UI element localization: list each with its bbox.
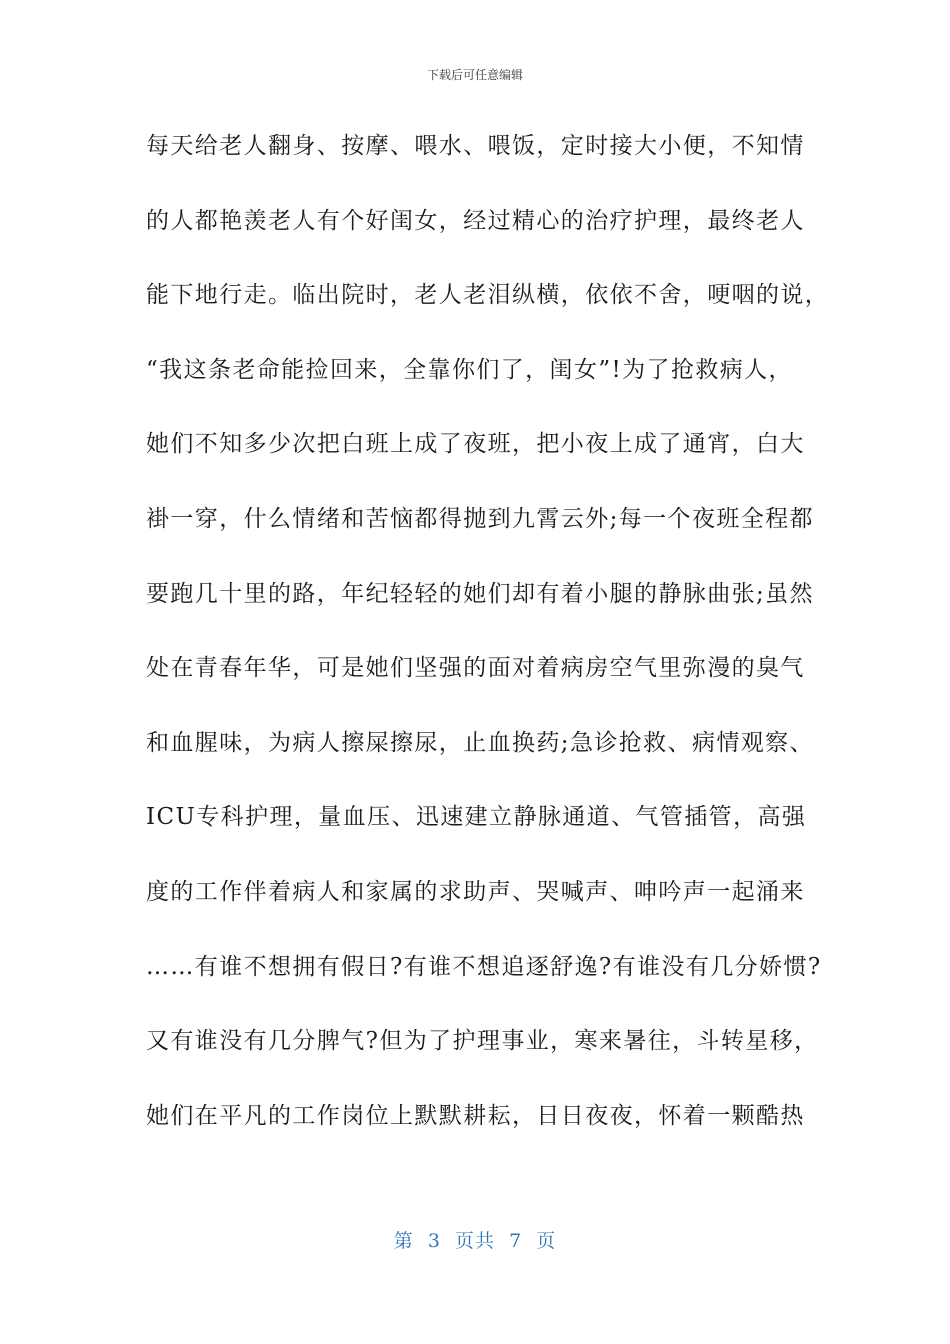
- page-number-text: 第 3 页共 7 页: [393, 1230, 557, 1252]
- body-line: 每天给老人翻身、按摩、喂水、喂饭，定时接大小便，不知情: [146, 133, 805, 159]
- body-line: “我这条老命能捡回来，全靠你们了，闺女”!为了抢救病人，: [146, 356, 793, 383]
- document-body: [146, 124, 830, 1168]
- page-header: [0, 66, 950, 83]
- body-line: 要跑几十里的路，年纪轻轻的她们却有着小腿的静脉曲张;虽然: [146, 580, 814, 607]
- body-line: 褂一穿，什么情绪和苦恼都得抛到九霄云外;每一个夜班全程都: [146, 505, 814, 532]
- body-line: 她们在平凡的工作岗位上默默耕耘，日日夜夜，怀着一颗酷热: [146, 1102, 805, 1129]
- body-line: 度的工作伴着病人和家属的求助声、哭喊声、呻吟声一起涌来: [146, 878, 805, 905]
- body-line: 处在青春年华，可是她们坚强的面对着病房空气里弥漫的臭气: [146, 655, 805, 682]
- body-line: ICU专科护理，量血压、迅速建立静脉通道、气管插管，高强: [146, 804, 807, 831]
- header-note: 下载后可任意编辑: [426, 68, 523, 82]
- body-line: 又有谁没有几分脾气?但为了护理事业，寒来暑往，斗转星移，: [146, 1028, 819, 1055]
- body-line: ……有谁不想拥有假日?有谁不想追逐舒逸?有谁没有几分娇惯?: [146, 953, 822, 980]
- body-line: 和血腥味，为病人擦屎擦尿，止血换药;急诊抢救、病情观察、: [146, 729, 814, 756]
- body-line: 她们不知多少次把白班上成了夜班，把小夜上成了通宵，白大: [146, 431, 805, 458]
- body-line: 的人都艳羡老人有个好闺女，经过精心的治疗护理，最终老人: [146, 207, 805, 234]
- page-footer: [0, 1226, 950, 1253]
- body-line: 能下地行走。临出院时，老人老泪纵横，依依不舍，哽咽的说，: [146, 282, 830, 309]
